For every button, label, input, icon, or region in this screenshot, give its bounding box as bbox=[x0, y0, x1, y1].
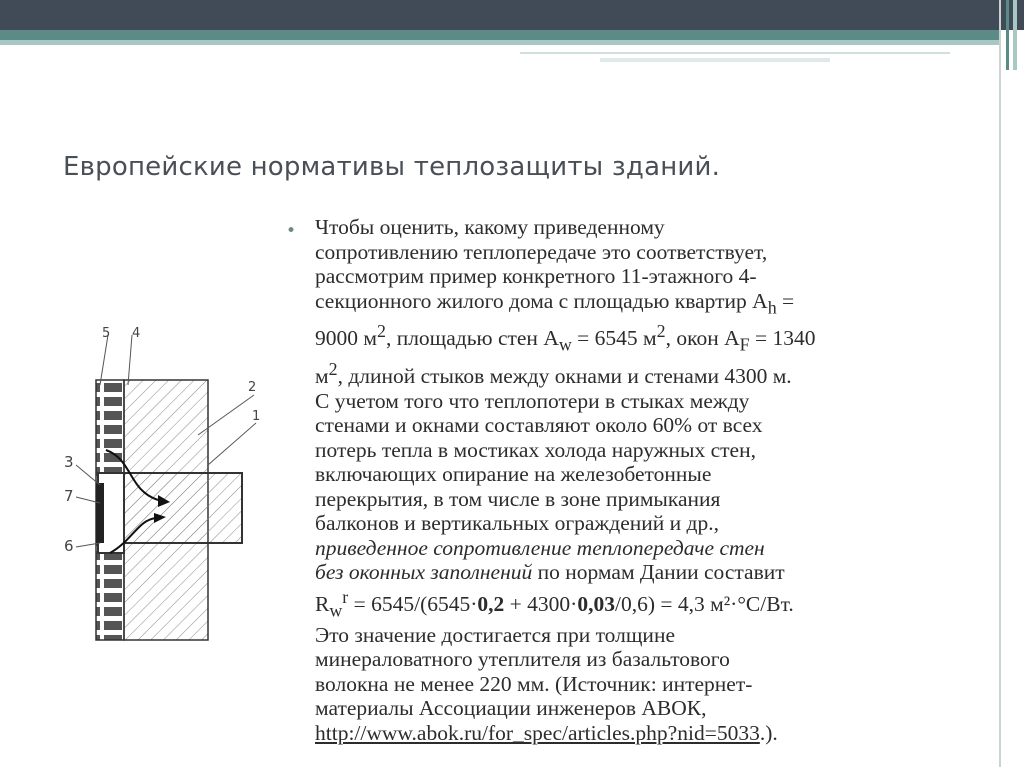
text-line: материалы Ассоциации инженеров АВОК, bbox=[315, 696, 707, 721]
figure-label-2: 2 bbox=[248, 380, 257, 395]
figure-label-3: 3 bbox=[64, 453, 74, 471]
figure-label-1: 1 bbox=[252, 409, 261, 424]
top-dark-band bbox=[0, 0, 1024, 30]
text-fragment: 9000 м bbox=[315, 326, 377, 351]
text-line bbox=[315, 721, 955, 746]
text-fragment: .). bbox=[759, 720, 778, 745]
bullet-text bbox=[315, 215, 955, 745]
wall-junction-diagram bbox=[58, 325, 270, 645]
right-edge-line bbox=[999, 0, 1001, 767]
text-fragment: = 6545 м bbox=[571, 326, 657, 351]
text-fragment-bold: 0,03 bbox=[577, 592, 615, 617]
right-edge-accent bbox=[1013, 0, 1017, 70]
text-line: Чтобы оценить, какому приведенному bbox=[315, 215, 665, 239]
text-fragment: = bbox=[776, 288, 795, 313]
decorative-line bbox=[520, 52, 950, 54]
subscript: F bbox=[739, 334, 750, 355]
leader-line bbox=[100, 335, 108, 385]
subscript: h bbox=[767, 296, 777, 317]
text-fragment: R bbox=[315, 592, 330, 617]
figure-label-5: 5 bbox=[102, 326, 111, 341]
superscript: 2 bbox=[376, 321, 386, 342]
text-fragment: + 4300· bbox=[504, 592, 578, 617]
leader-line bbox=[208, 423, 256, 465]
text-line: волокна не менее 220 мм. (Источник: интернет- bbox=[315, 671, 753, 696]
text-line: стенами и окнами составляют около 60% от всех bbox=[315, 413, 763, 438]
text-fragment: = 1340 bbox=[749, 326, 816, 351]
superscript: 2 bbox=[656, 321, 666, 342]
right-edge-accent bbox=[1006, 0, 1009, 70]
slide-title: Европейские нормативы теплозащиты зданий. bbox=[63, 152, 721, 182]
figure-label-6: 6 bbox=[64, 537, 74, 555]
text-fragment-bold: 0,2 bbox=[477, 592, 505, 617]
floor-slab bbox=[124, 473, 242, 543]
decorative-line bbox=[600, 58, 830, 62]
text-fragment: секционного жилого дома с площадью квартир A bbox=[315, 288, 768, 313]
formula-line bbox=[315, 585, 955, 623]
text-line: рассмотрим пример конкретного 11-этажного 4- bbox=[315, 264, 757, 288]
text-fragment: м bbox=[315, 364, 329, 389]
text-line: перекрытия, в том числе в зоне примыкания bbox=[315, 486, 721, 511]
text-line: включающих опирание на железобетонные bbox=[315, 462, 712, 487]
seal bbox=[96, 483, 104, 543]
text-fragment: /0,6) = 4,3 м²·°С/Вт. bbox=[614, 592, 794, 617]
text-fragment: , площадью стен A bbox=[385, 326, 559, 351]
subscript: w bbox=[558, 334, 572, 355]
figure-label-4: 4 bbox=[132, 326, 141, 341]
text-fragment: по нормам Дании составит bbox=[532, 560, 785, 585]
top-teal-stripe bbox=[0, 30, 1000, 40]
text-line: потерь тепла в мостиках холода наружных стен, bbox=[315, 437, 756, 462]
text-fragment-italic: без оконных заполнений bbox=[315, 560, 533, 585]
text-line bbox=[315, 357, 955, 389]
text-line: балконов и вертикальных ограждений и др., bbox=[315, 511, 719, 536]
leader-line bbox=[128, 335, 132, 385]
figure-label-7: 7 bbox=[64, 487, 74, 505]
text-fragment: = 6545/(6545· bbox=[348, 592, 478, 617]
bullet-marker: • bbox=[286, 221, 297, 241]
superscript: 2 bbox=[328, 359, 338, 380]
subscript: w bbox=[329, 600, 343, 621]
text-fragment: , длиной стыков между окнами и стенами 4300 м. bbox=[337, 364, 792, 389]
source-link[interactable]: http://www.abok.ru/for_spec/articles.php?nid=5033 bbox=[315, 720, 760, 745]
superscript: r bbox=[342, 586, 349, 607]
text-line: Это значение достигается при толщине bbox=[315, 622, 675, 647]
text-line: сопротивлению теплопередаче это соответствует, bbox=[315, 239, 768, 264]
text-line bbox=[315, 560, 955, 585]
text-line bbox=[315, 319, 955, 357]
top-light-stripe bbox=[0, 40, 1000, 45]
text-line: минераловатного утеплителя из базальтового bbox=[315, 647, 730, 672]
text-line-italic: приведенное сопротивление теплопередаче стен bbox=[315, 535, 765, 560]
text-fragment: , окон A bbox=[665, 326, 740, 351]
text-line bbox=[315, 289, 955, 320]
text-line: С учетом того что теплопотери в стыках между bbox=[315, 388, 750, 413]
